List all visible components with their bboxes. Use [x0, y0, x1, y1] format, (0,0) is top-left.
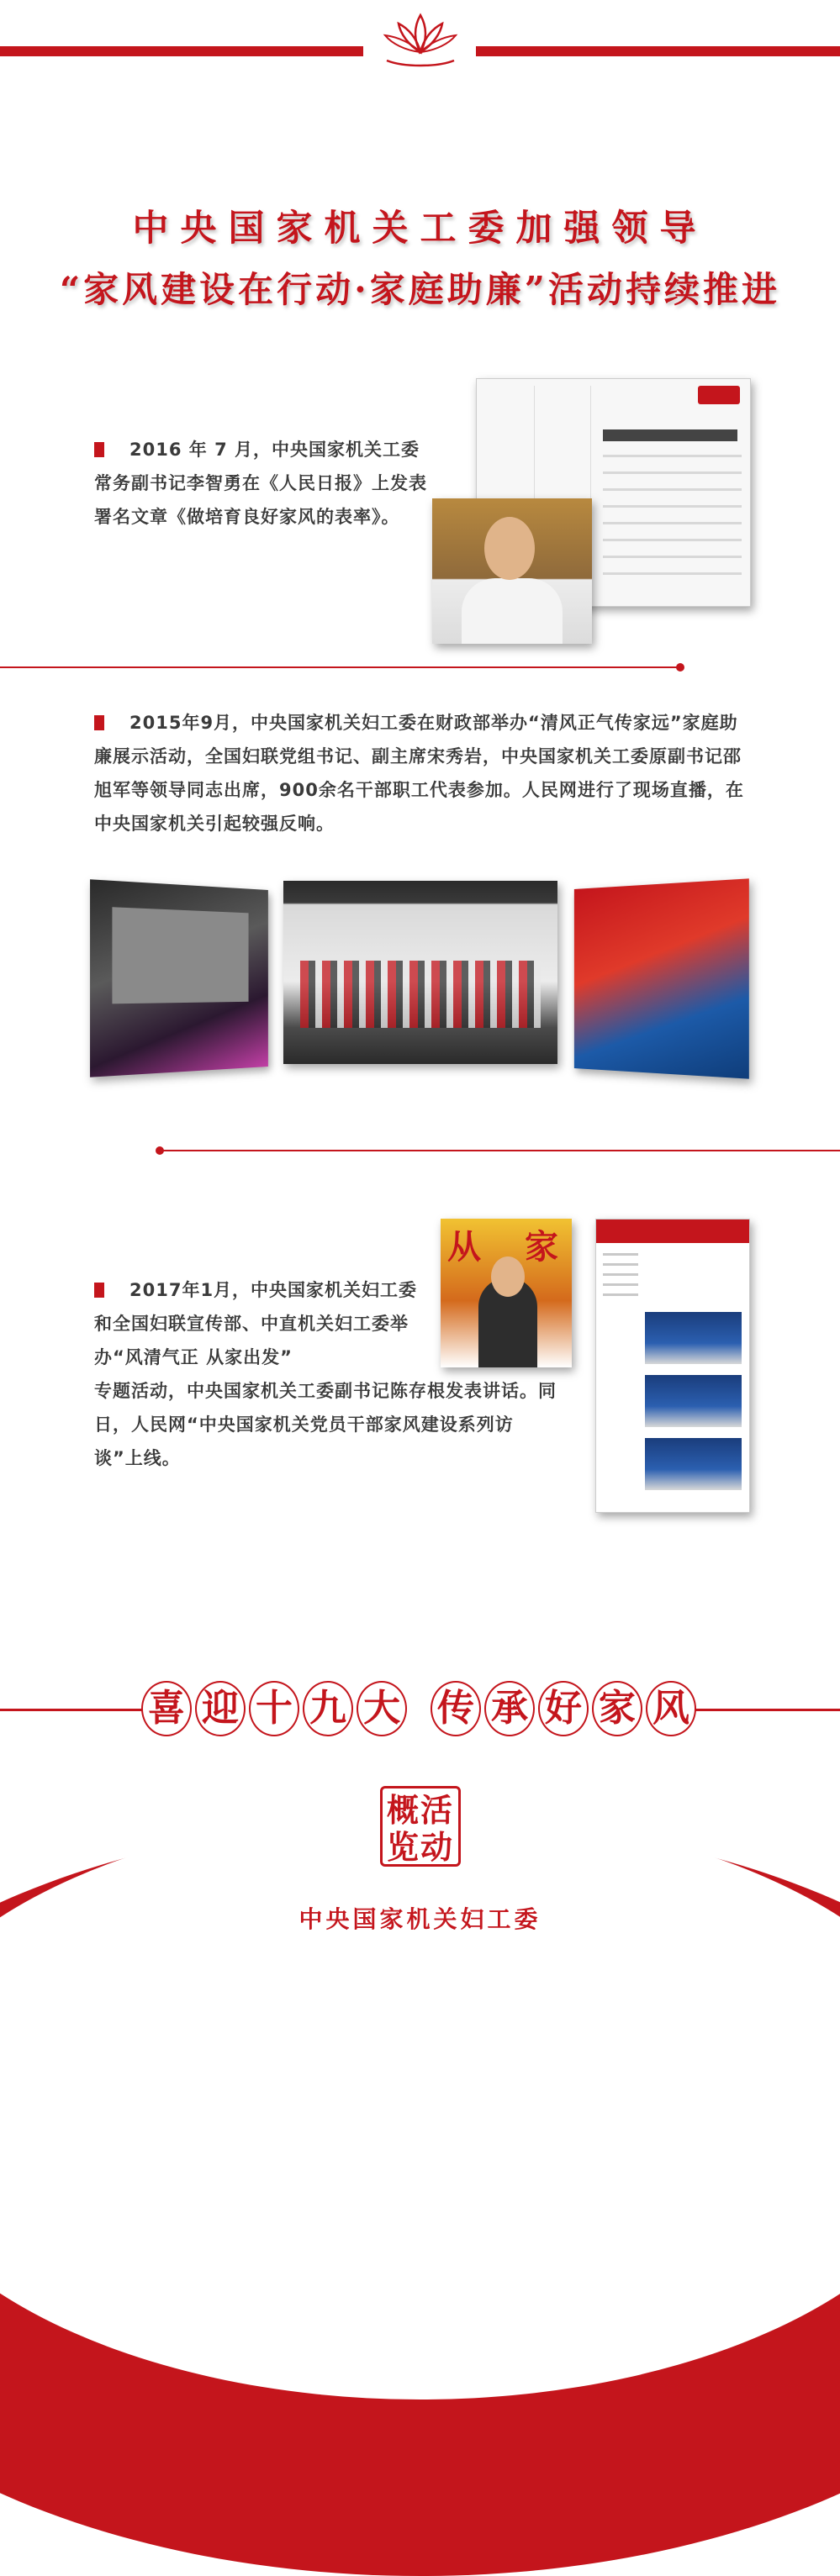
seal-line2: 览动 [386, 1828, 454, 1866]
page-title-line2: “家风建设在行动·家庭助廉”活动持续推进 [60, 269, 780, 310]
timeline-divider-2 [160, 1150, 840, 1151]
section-2-text [94, 706, 750, 840]
timeline-dot-1 [676, 663, 684, 672]
slogan-char: 大 [357, 1681, 407, 1736]
slogan-char: 家 [592, 1681, 642, 1736]
flag-stage-photo [574, 878, 749, 1078]
top-red-bar-right [476, 46, 840, 56]
slogan-char: 九 [303, 1681, 353, 1736]
slogan-line-left [0, 1709, 151, 1711]
slogan-char: 好 [538, 1681, 589, 1736]
bottom-white-arc [0, 1811, 840, 2400]
section-2-body: 2015年9月，中央国家机关妇工委在财政部举办“清风正气传家远”家庭助廉展示活动，全国妇联党组书记、副主席宋秀岩，中央国家机关工委原副书记邵旭军等领导同志出席，900余名干部职工代表参加。人民网进行了现场直播，在中央国家机关引起较强反响。 [94, 713, 744, 834]
slogan [141, 1681, 696, 1736]
slogan-char: 传 [431, 1681, 481, 1736]
footer-organization: 中央国家机关妇工委 [298, 1905, 542, 1933]
speaker-photo: 从 家 [441, 1219, 572, 1367]
slogan-line-right [689, 1709, 840, 1711]
slogan-char: 十 [249, 1681, 299, 1736]
slogan-char: 承 [484, 1681, 535, 1736]
slogan-char: 风 [646, 1681, 696, 1736]
bullet-marker-icon [94, 1283, 104, 1298]
section-1-text [94, 433, 431, 534]
top-red-bar-left [0, 46, 363, 56]
group-on-stage-photo [283, 881, 557, 1064]
bullet-marker-icon [94, 442, 104, 457]
section-1-body: 2016 年 7 月，中央国家机关工委常务副书记李智勇在《人民日报》上发表署名文章《做培育良好家风的表率》。 [94, 440, 427, 527]
official-portrait-photo [432, 498, 592, 644]
website-screenshot [595, 1219, 750, 1513]
seal-stamp [380, 1786, 461, 1867]
slogan-char: 迎 [195, 1681, 246, 1736]
slogan-char: 喜 [141, 1681, 192, 1736]
timeline-divider-1 [0, 666, 679, 668]
page-title-line1: 中央国家机关工委加强领导 [132, 208, 708, 250]
stage-performance-photo [90, 879, 268, 1077]
section-3-body-part2: 专题活动，中央国家机关工委副书记陈存根发表讲话。同日，人民网“中央国家机关党员干部家风建设系列访谈”上线。 [94, 1381, 557, 1468]
bullet-marker-icon [94, 715, 104, 730]
section-3-body-part1: 2017年1月，中央国家机关妇工委和全国妇联宣传部、中直机关妇工委举办“风清气正 从家出发” [94, 1280, 418, 1367]
timeline-dot-2 [156, 1146, 164, 1155]
seal-line1: 概活 [386, 1791, 454, 1829]
lotus-icon [370, 8, 471, 76]
